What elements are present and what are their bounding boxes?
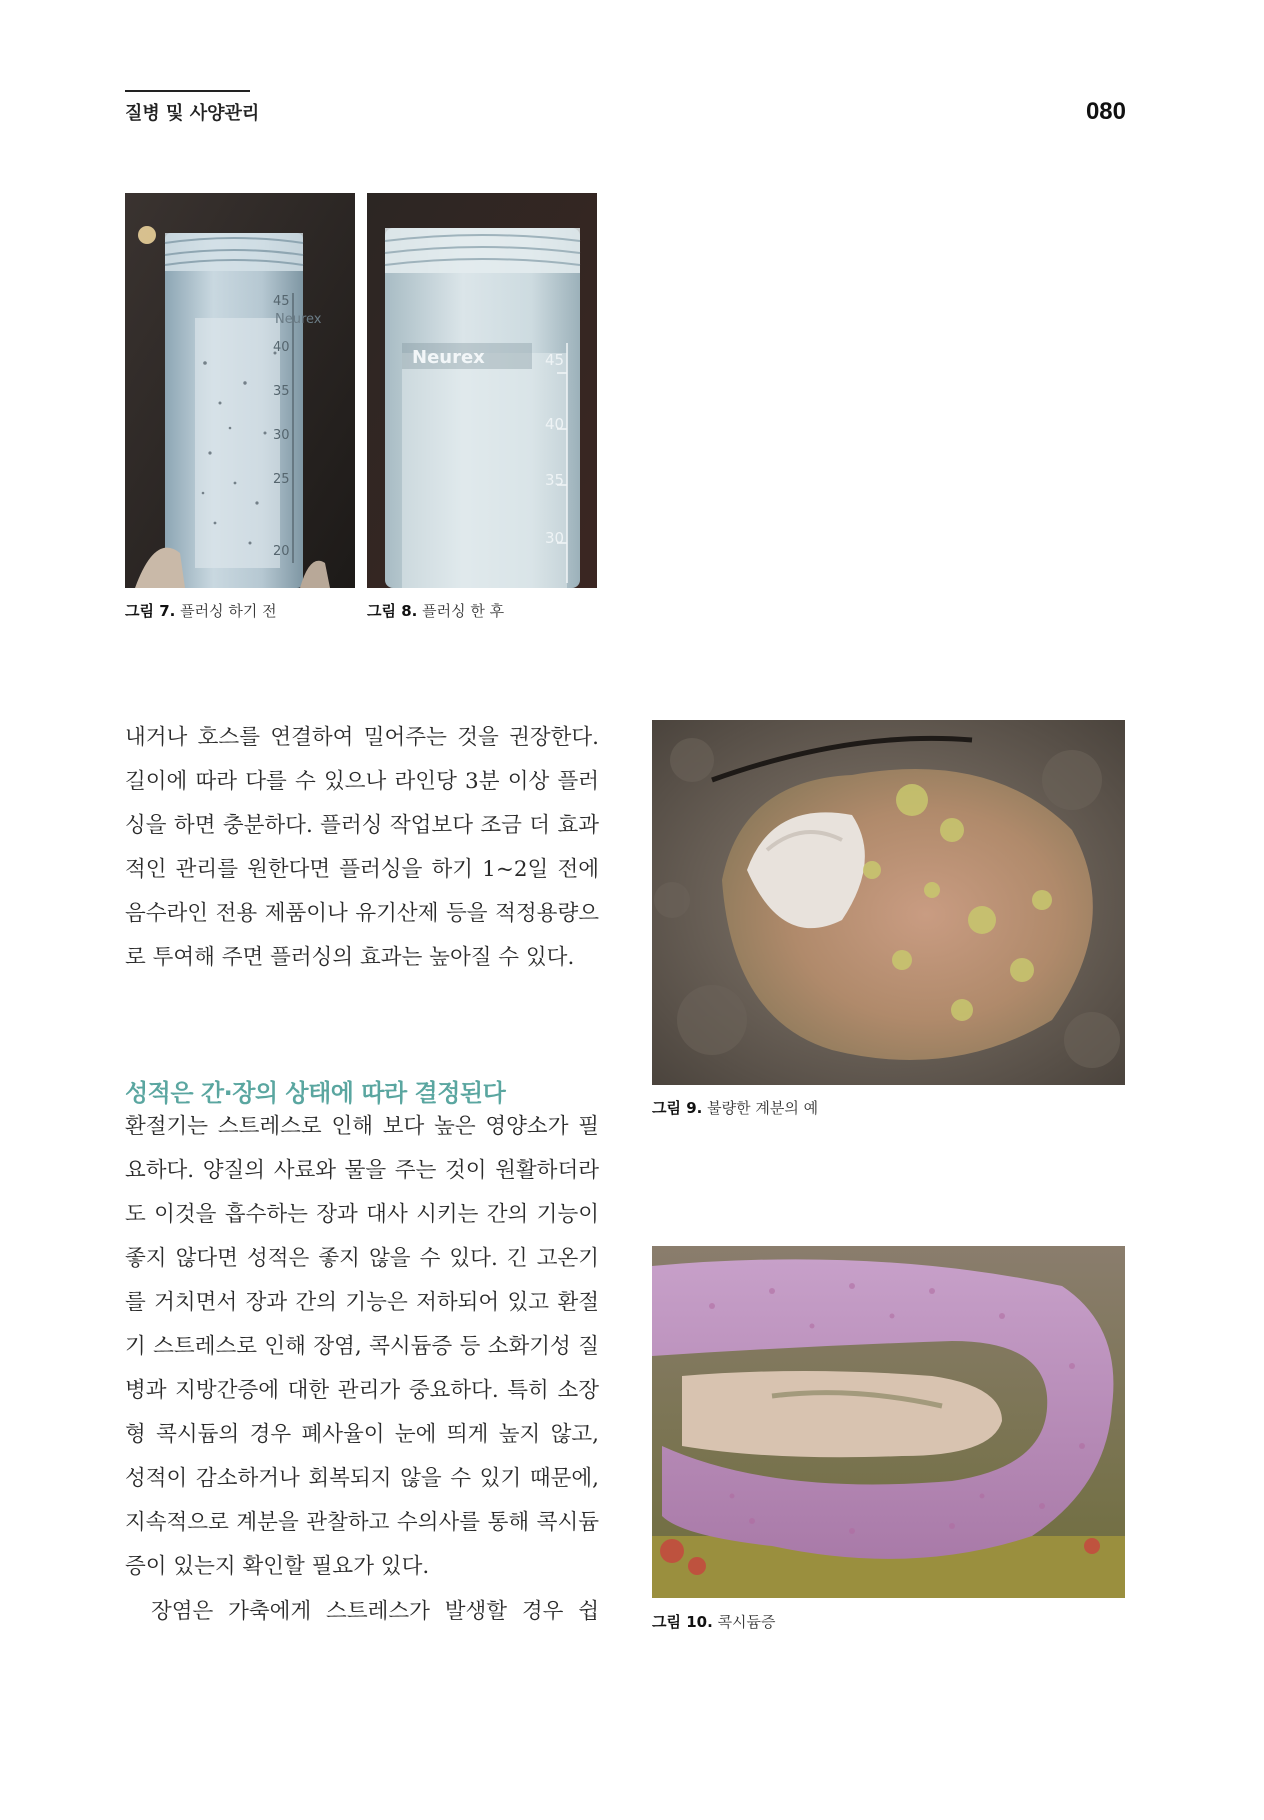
- svg-text:35: 35: [545, 471, 565, 489]
- section-subheading: 성적은 간·장의 상태에 따라 결정된다: [125, 1079, 506, 1107]
- svg-text:45: 45: [273, 294, 290, 309]
- figure-8-photo: [367, 193, 597, 588]
- header-rule: [125, 90, 250, 92]
- figure-10-caption: [652, 1611, 776, 1632]
- figure-7-number: 그림 7.: [125, 602, 176, 620]
- figure-9-text: 불량한 계분의 예: [707, 1099, 819, 1117]
- body-paragraph-3: 장염은 가축에게 스트레스가 발생할 경우 쉽: [151, 1599, 599, 1624]
- figure-8-caption: [367, 600, 504, 621]
- figure-9-caption: [652, 1097, 818, 1118]
- figure-10-number: 그림 10.: [652, 1613, 713, 1631]
- svg-text:Neurex: Neurex: [412, 347, 485, 368]
- svg-text:40: 40: [273, 340, 290, 355]
- tube-after-illustration: [367, 193, 597, 588]
- svg-text:45: 45: [545, 351, 565, 369]
- section-label: 질병 및 사양관리: [125, 103, 260, 124]
- figure-10-photo: [652, 1246, 1125, 1598]
- figure-9-number: 그림 9.: [652, 1099, 703, 1117]
- figure-8-number: 그림 8.: [367, 602, 418, 620]
- figure-10-text: 콕시듐증: [717, 1613, 776, 1631]
- droppings-illustration: [652, 720, 1125, 1085]
- intestine-illustration: [652, 1246, 1125, 1598]
- figure-7-photo: [125, 193, 355, 588]
- body-paragraph-2: 환절기는 스트레스로 인해 보다 높은 영양소가 필요하다. 양질의 사료와 물을 주는 것이 원활하더라도 이것을 흡수하는 장과 대사 시키는 간의 기능이 좋지 않다면 성적은 좋지 않을 수 있다. 긴 고온기를 거치면서 장과 간의 기능은 저하되어 있고 환절기 스트레스로 인해 장염, 콕시듐증 등 소화기성 질병과 지방간증에 대한 관리가 중요하다. 특히 소장형 콕시듐의 경우 폐사율이 눈에 띄게 높지 않고, 성적이 감소하거나 회복되지 않을 수 있기 때문에, 지속적으로 계분을 관찰하고 수의사를 통해 콕시듐증이 있는지 확인할 필요가 있다.: [125, 1114, 599, 1579]
- figure-7-text: 플러싱 하기 전: [180, 602, 277, 620]
- svg-text:25: 25: [273, 472, 290, 487]
- svg-text:30: 30: [545, 529, 565, 547]
- svg-text:Neurex: Neurex: [275, 312, 322, 327]
- svg-text:30: 30: [273, 428, 290, 443]
- figure-7-caption: [125, 600, 277, 621]
- svg-text:40: 40: [545, 415, 565, 433]
- svg-text:20: 20: [273, 544, 290, 559]
- figure-9-photo: [652, 720, 1125, 1085]
- body-paragraph-1: 내거나 호스를 연결하여 밀어주는 것을 권장한다. 길이에 따라 다를 수 있으나 라인당 3분 이상 플러싱을 하면 충분하다. 플러싱 작업보다 조금 더 효과적인 관리를 원한다면 플러싱을 하기 1~2일 전에 음수라인 전용 제품이나 유기산제 등을 적정용량으로 투여해 주면 플러싱의 효과는 높아질 수 있다.: [125, 725, 599, 970]
- page-number: 080: [1085, 98, 1126, 125]
- tube-before-illustration: [125, 193, 355, 588]
- figure-8-text: 플러싱 한 후: [422, 602, 505, 620]
- svg-text:35: 35: [273, 384, 290, 399]
